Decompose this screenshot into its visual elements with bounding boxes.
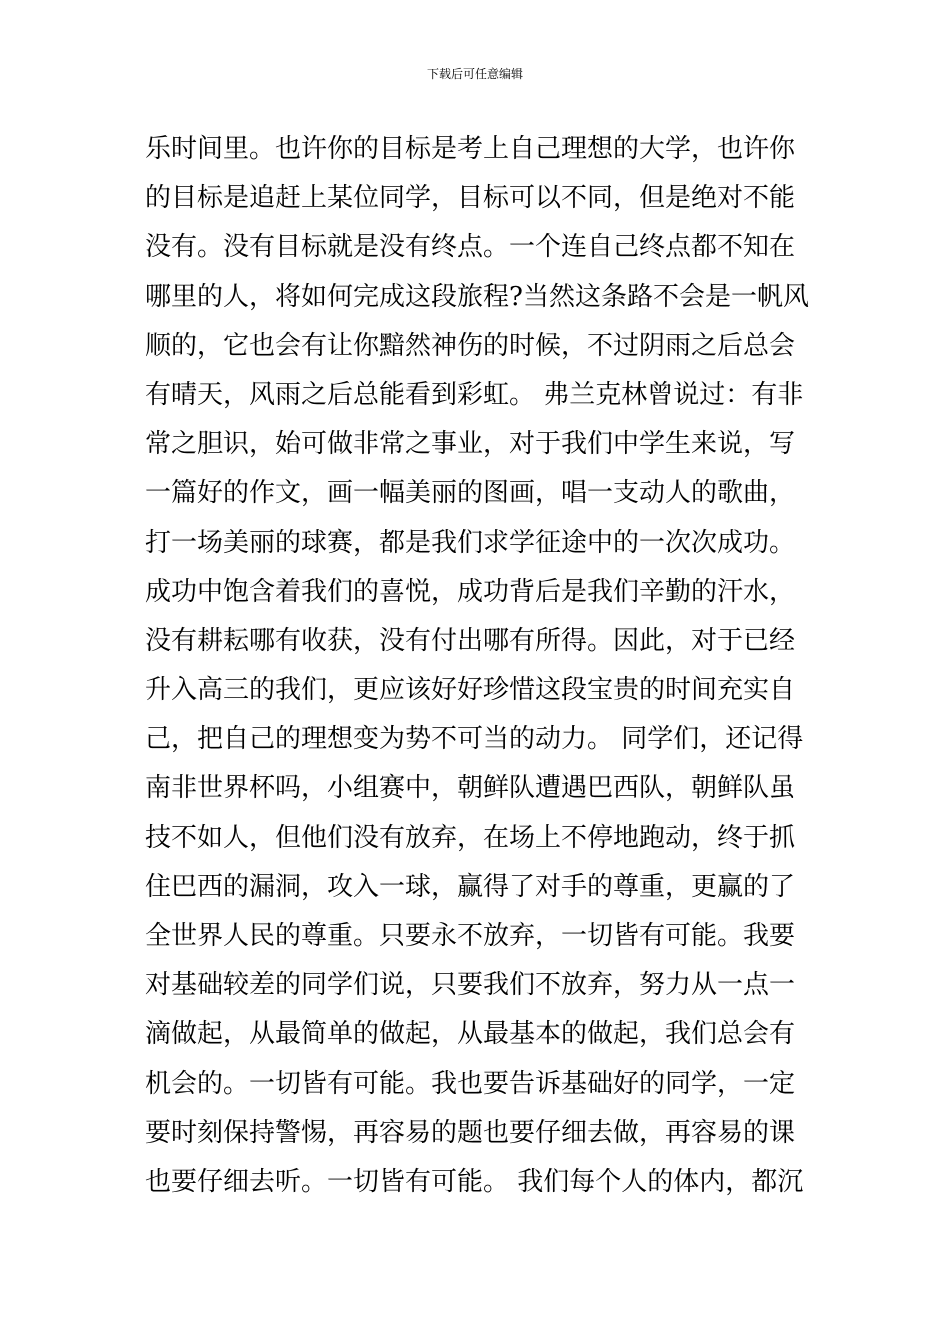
text-line: 升入高三的我们，更应该好好珍惜这段宝贵的时间充实自	[145, 675, 796, 706]
page-header: 下载后可任意编辑	[426, 67, 523, 81]
text-line: 也要仔细去听。一切皆有可能。 我们每个人的体内，都沉	[145, 1166, 804, 1197]
text-line: 乐时间里。也许你的目标是考上自己理想的大学，也许你	[145, 134, 796, 164]
text-line: 成功中饱含着我们的喜悦，成功背后是我们辛勤的汗水，	[145, 576, 796, 607]
text-line: 打一场美丽的球赛，都是我们求学征途中的一次次成功。	[145, 527, 796, 558]
text-line: 一篇好的作文，画一幅美丽的图画，唱一支动人的歌曲，	[145, 478, 796, 509]
body-text	[145, 125, 825, 1207]
text-line: 要时刻保持警惕，再容易的题也要仔细去做，再容易的课	[145, 1117, 796, 1148]
text-line: 的目标是追赶上某位同学，目标可以不同，但是绝对不能	[145, 183, 796, 214]
text-line: 没有耕耘哪有收获，没有付出哪有所得。因此，对于已经	[145, 625, 796, 656]
text-line: 滴做起，从最简单的做起，从最基本的做起，我们总会有	[145, 1019, 796, 1050]
text-line: 常之胆识，始可做非常之事业，对于我们中学生来说，写	[145, 429, 796, 460]
text-line: 南非世界杯吗，小组赛中，朝鲜队遭遇巴西队，朝鲜队虽	[145, 773, 796, 804]
text-line: 哪里的人，将如何完成这段旅程?当然这条路不会是一帆风	[145, 281, 809, 312]
text-line: 没有。没有目标就是没有终点。一个连自己终点都不知在	[145, 232, 796, 263]
text-line: 对基础较差的同学们说，只要我们不放弃，努力从一点一	[145, 970, 796, 1001]
text-line: 有晴天，风雨之后总能看到彩虹。 弗兰克林曾说过：有非	[145, 379, 804, 410]
text-line: 机会的。一切皆有可能。我也要告诉基础好的同学，一定	[145, 1068, 796, 1099]
text-line: 己，把自己的理想变为势不可当的动力。 同学们，还记得	[145, 724, 804, 755]
text-line: 技不如人，但他们没有放弃，在场上不停地跑动，终于抓	[145, 822, 796, 853]
text-line: 顺的，它也会有让你黯然神伤的时候，不过阴雨之后总会	[145, 330, 796, 361]
text-line: 全世界人民的尊重。只要永不放弃，一切皆有可能。我要	[145, 921, 796, 951]
text-line: 住巴西的漏洞，攻入一球，赢得了对手的尊重，更赢的了	[145, 871, 796, 902]
